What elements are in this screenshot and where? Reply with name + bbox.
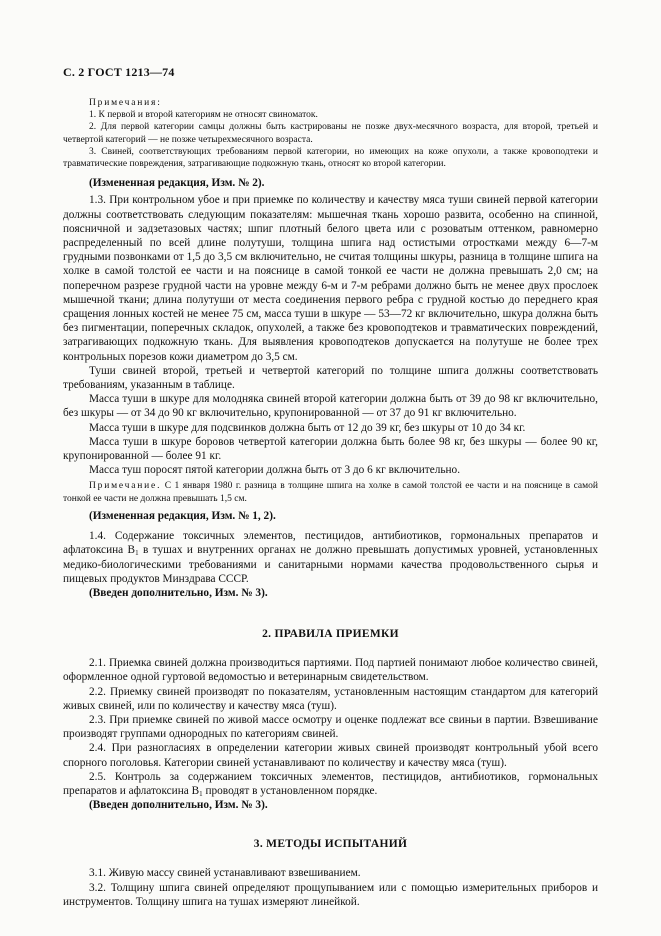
paragraph-1-3-b: Туши свиней второй, третьей и четвертой категорий по толщине шпига должны соответствовать требованиям, указанным в таблице. — [63, 364, 598, 392]
paragraph-2-3: 2.3. При приемке свиней по живой массе осмотру и оценке подлежат все свиньи в партии. Взвешивание производят группами однородных по категориям свиней. — [63, 713, 598, 741]
paragraph-1-3-c: Масса туши в шкуре для молодняка свиней второй категории должна быть от 39 до 98 кг включительно, без шкуры — от 34 до 90 кг включительно, крупонированной — от 37 до 91 кг включительно. — [63, 393, 598, 420]
paragraph-1-3-d: Масса туши в шкуре для подсвинков должна быть от 12 до 39 кг, без шкуры от 10 до 34 кг. — [89, 421, 526, 434]
paragraph-1-4 — [63, 529, 598, 586]
paragraph-2-2: 2.2. Приемку свиней производят по показателям, установленным настоящим стандартом для категорий живых свиней, или по количеству и качеству мяса (туш). — [63, 685, 598, 712]
note-item: 1. К первой и второй категориям не относят свиноматок. — [89, 110, 318, 121]
paragraph-2-4: 2.4. При разногласиях в определении категории живых свиней производят контрольный убой всего спорного поголовья. Категории свиней устанавливают по количеству и качеству мяса (туш). — [63, 742, 598, 769]
note-block — [63, 480, 598, 504]
paragraph-2-5-text-cont: проводят в установленном порядке. — [202, 784, 378, 797]
paragraph-1-3: 1.3. При контрольном убое и при приемке по количеству и качеству мяса туши свиней первой категории должны соответствовать следующим показателям: мышечная ткань хорошо развита, особенно на спинной, поясничной и задзетазовых частях; шпиг плотный белого цвета или с розоватым оттенком, равномерно распределенный по всей длине полутуши, толщина шпига над остистыми отростками между 6—7-м грудными позвонками от 1,5 до 3,5 см включительно, не считая толщины шкуры, разница в толщине шпига на холке в самой толстой ее части и на пояснице в самой тонкой ее части не должна превышать 2,0 см; на поперечном разрезе грудной части на уровне между 6-м и 7-м ребрами должно быть не менее двух прослоек мышечной ткани; длина полутуши от места соединения первого ребра с грудной костью до переднего края сращения лонных костей не менее 75 см, масса туши в шкуре — 53—72 кг включительно, шкура должна быть без пигментации, поперечных складок, опухолей, а также без кровоподтеков и травматических повреждений, затрагивающих подкожную ткань. Для выявления кровоподтеков допускается на полутуше не более трех контрольных порезов кожи диаметром до 3,5 см. — [63, 194, 598, 363]
paragraph-3-1: 3.1. Живую массу свиней устанавливают взвешиванием. — [89, 867, 361, 880]
paragraph-1-3-f: Масса туш поросят пятой категории должна быть от 3 до 6 кг включительно. — [89, 464, 461, 477]
notes-title: Примечания: — [89, 98, 162, 108]
edition-note: (Введен дополнительно, Изм. № 3). — [89, 586, 268, 599]
subscript: 1 — [135, 549, 139, 558]
section-3-title: 3. МЕТОДЫ ИСПЫТАНИЙ — [253, 838, 408, 851]
paragraph-2-5-text: 2.5. Контроль за содержанием токсичных элементов, пестицидов, антибиотиков, гормональных препаратов и афлатоксина B — [63, 770, 598, 797]
page-content — [63, 97, 598, 909]
note-item: 3. Свиней, соответствующих требованиям первой категории, но имеющих на коже опухоли, а также кровоподтеки и травматические повреждения, затрагивающие подкожную ткань, относят ко второй категории. — [63, 146, 598, 170]
subscript: 1 — [199, 789, 203, 798]
edition-note: (Измененная редакция, Изм. № 2). — [89, 177, 265, 190]
note-title: Примечание. — [89, 481, 162, 492]
note-item: 2. Для первой категории самцы должны быть кастрированы не позже двух-месячного возраста, для второй, третьей и четвертой категорий — не позже четырехмесячного возраста. — [63, 122, 598, 145]
paragraph-1-4-text-cont: в тушах и внутренних органах не должно превышать допустимых уровней, установленных медико-биологическими требованиями и санитарными нормами качества продовольственного сырья и пищевых продуктов Минздрава СССР. — [63, 544, 598, 585]
paragraph-1-3-e: Масса туши в шкуре боровов четвертой категории должна быть более 98 кг, без шкуры — более 90 кг, крупонированной — более 91 кг. — [63, 435, 598, 463]
paragraph-3-2: 3.2. Толщину шпига свиней определяют прощупыванием или с помощью измерительных приборов и инструментов. Толщину шпига на тушах измеряют линейкой. — [63, 881, 598, 908]
page-header: С. 2 ГОСТ 1213—74 — [63, 65, 175, 79]
section-2-title: 2. ПРАВИЛА ПРИЕМКИ — [262, 628, 399, 641]
edition-note: (Введен дополнительно, Изм. № 3). — [89, 799, 268, 812]
paragraph-1-4-text: 1.4. Содержание токсичных элементов, пестицидов, антибиотиков, гормональных препаратов и афлатоксина B — [63, 530, 598, 557]
paragraph-2-1: 2.1. Приемка свиней должна производиться партиями. Под партией понимают любое количество свиней, оформленное одной гуртовой ведомостью и ветеринарным свидетельством. — [63, 657, 598, 684]
edition-note: (Измененная редакция, Изм. № 1, 2). — [89, 509, 276, 522]
note-text: С 1 января 1980 г. разница в толщине шпига на холке в самой толстой ее части и на пояснице в самой тонкой ее части не должна превышать 1,5 см. — [63, 481, 598, 504]
paragraph-2-5 — [63, 770, 598, 798]
